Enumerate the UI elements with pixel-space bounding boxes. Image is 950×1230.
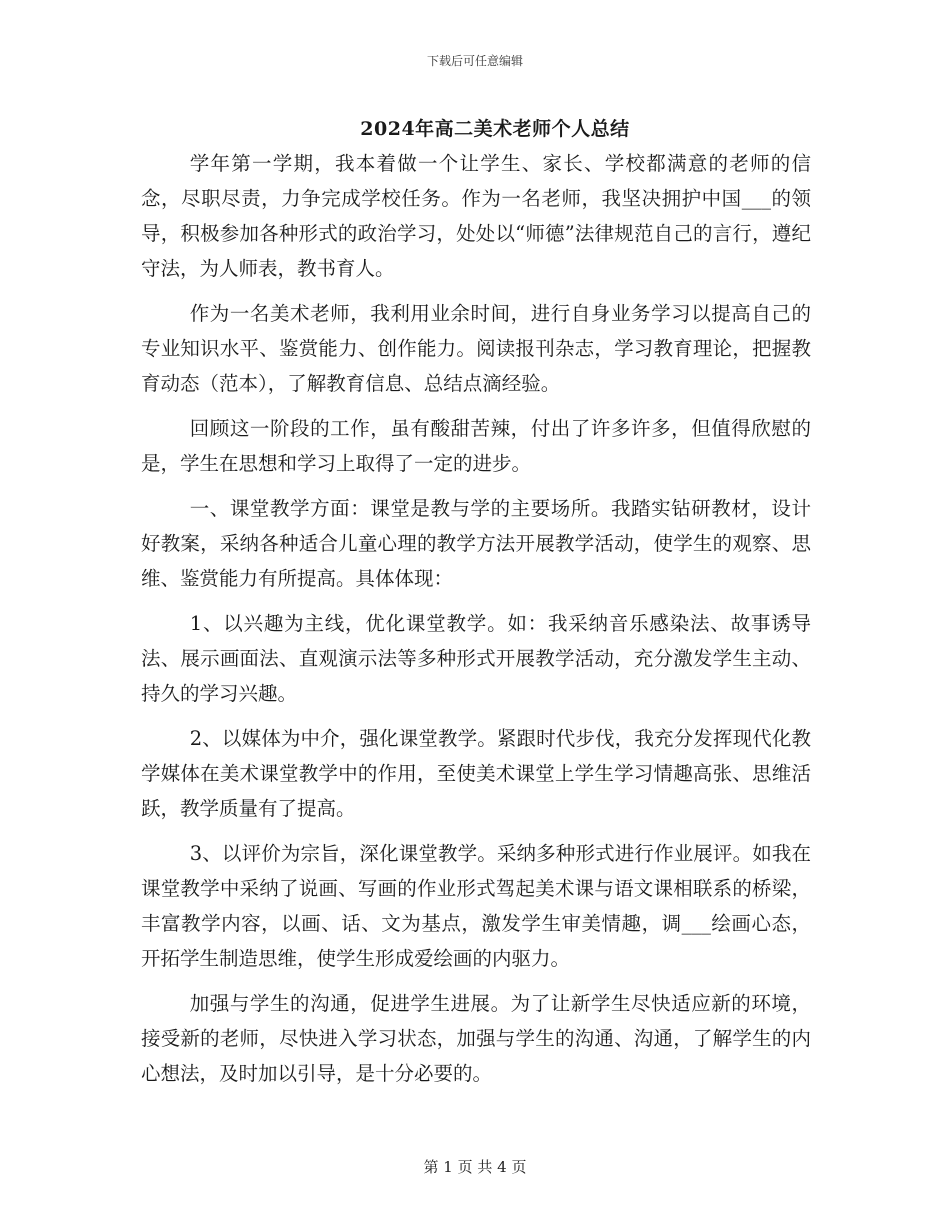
paragraph: 2、以媒体为中介，强化课堂教学。紧跟时代步伐，我充分发挥现代化教学媒体在美术课堂教学中的作用，至使美术课堂上学生学习情趣高张、思维活跃，教学质量有了提高。 [141,727,811,820]
paragraph: 加强与学生的沟通，促进学生进展。为了让新学生尽快适应新的环境，接受新的老师，尽快进入学习状态，加强与学生的沟通、沟通，了解学生的内心想法，及时加以引导，是十分必要的。 [141,992,811,1085]
paragraph: 作为一名美术老师，我利用业余时间，进行自身业务学习以提高自己的专业知识水平、鉴赏能力、创作能力。阅读报刊杂志，学习教育理论，把握教育动态（范本），了解教育信息、总结点滴经验。 [141,302,811,395]
paragraph: 回顾这一阶段的工作，虽有酸甜苦辣，付出了许多许多，但值得欣慰的是，学生在思想和学习上取得了一定的进步。 [141,417,811,475]
paragraph: 学年第一学期，我本着做一个让学生、家长、学校都满意的老师的信念，尽职尽责，力争完成学校任务。作为一名老师，我坚决拥护中国___的领导，积极参加各种形式的政治学习，处处以“师德”法律规范自己的言行，遵纪守法，为人师表，教书育人。 [141,152,811,280]
paragraph: 3、以评价为宗旨，深化课堂教学。采纳多种形式进行作业展评。如我在课堂教学中采纳了说画、写画的作业形式驾起美术课与语文课相联系的桥梁，丰富教学内容，以画、话、文为基点，激发学生审美情趣，调___绘画心态，开拓学生制造思维，使学生形成爱绘画的内驱力。 [141,842,811,970]
header-note: 下载后可任意编辑 [426,54,523,68]
paragraph: 一、课堂教学方面：课堂是教与学的主要场所。我踏实钻研教材，设计好教案，采纳各种适合儿童心理的教学方法开展教学活动，使学生的观察、思维、鉴赏能力有所提高。具体体现： [141,497,811,590]
document-title: 2024年高二美术老师个人总结 [360,118,630,140]
document-body [141,146,811,1091]
paragraph: 1、以兴趣为主线，优化课堂教学。如：我采纳音乐感染法、故事诱导法、展示画面法、直观演示法等多种形式开展教学活动，充分激发学生主动、持久的学习兴趣。 [141,612,811,705]
page-number: 第 1 页 共 4 页 [423,1158,527,1176]
